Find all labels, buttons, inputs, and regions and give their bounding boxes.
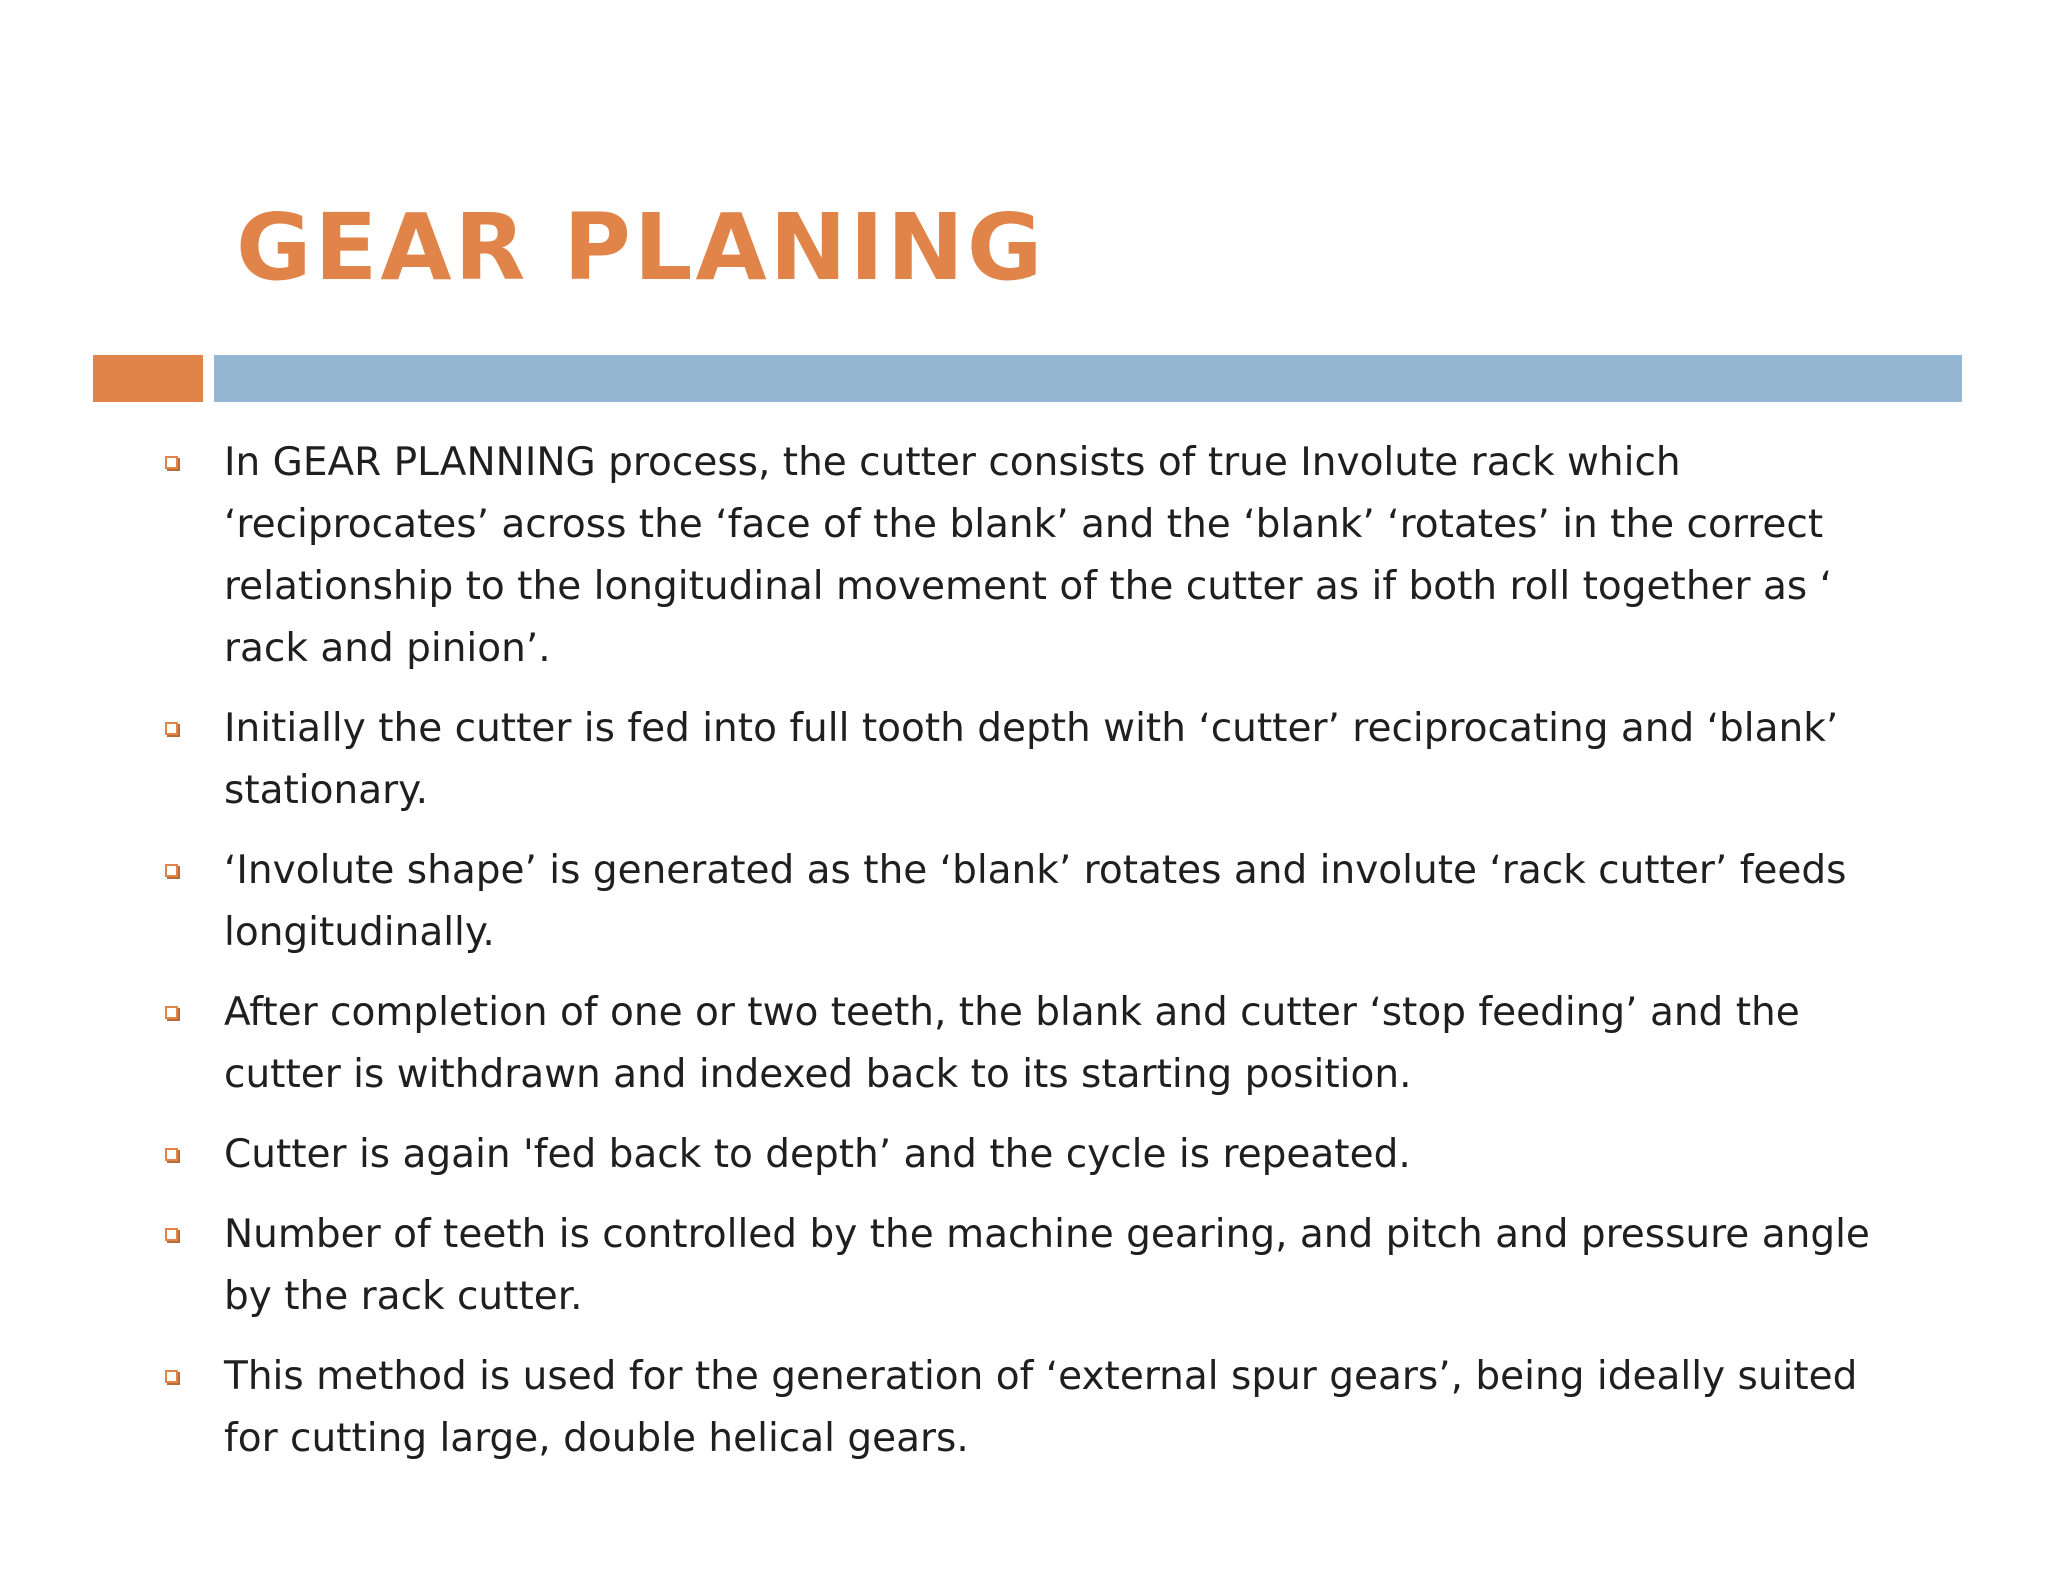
bullet-item [150, 1124, 1870, 1186]
bullet-item [150, 432, 1870, 680]
bullet-text: After completion of one or two teeth, the blank and cutter ‘stop feeding’ and the cutter is withdrawn and indexed back to its starting position. [224, 990, 1800, 1097]
checkbox-bullet-icon [165, 1228, 178, 1241]
slide-title: GEAR PLANING [236, 194, 1046, 301]
checkbox-bullet-icon [165, 1148, 178, 1161]
bullet-text: Initially the cutter is fed into full tooth depth with ‘cutter’ reciprocating and ‘blank’ stationary. [224, 706, 1839, 813]
bullet-text: This method is used for the generation of ‘external spur gears’, being ideally suited for cutting large, double helical gears. [224, 1354, 1858, 1461]
checkbox-bullet-icon [165, 1006, 178, 1019]
bullet-item [150, 1204, 1870, 1328]
checkbox-bullet-icon [165, 722, 178, 735]
bullet-list [150, 432, 1870, 1488]
title-rule-blue [214, 355, 1962, 402]
bullet-text: ‘Involute shape’ is generated as the ‘blank’ rotates and involute ‘rack cutter’ feeds longitudinally. [224, 848, 1847, 955]
bullet-item [150, 840, 1870, 964]
bullet-text: Number of teeth is controlled by the machine gearing, and pitch and pressure angle by the rack cutter. [224, 1212, 1870, 1319]
bullet-item [150, 1346, 1870, 1470]
checkbox-bullet-icon [165, 864, 178, 877]
bullet-item [150, 698, 1870, 822]
bullet-text: In GEAR PLANNING process, the cutter consists of true Involute rack which ‘reciprocates’ across the ‘face of the blank’ and the ‘blank’ ‘rotates’ in the correct relationship to the longitudinal movement of the cutter as if both roll together as ‘ rack and pinion’. [224, 440, 1832, 671]
bullet-item [150, 982, 1870, 1106]
checkbox-bullet-icon [165, 1370, 178, 1383]
bullet-text: Cutter is again 'fed back to depth’ and the cycle is repeated. [224, 1132, 1411, 1177]
title-rule-orange [93, 355, 203, 402]
checkbox-bullet-icon [165, 456, 178, 469]
